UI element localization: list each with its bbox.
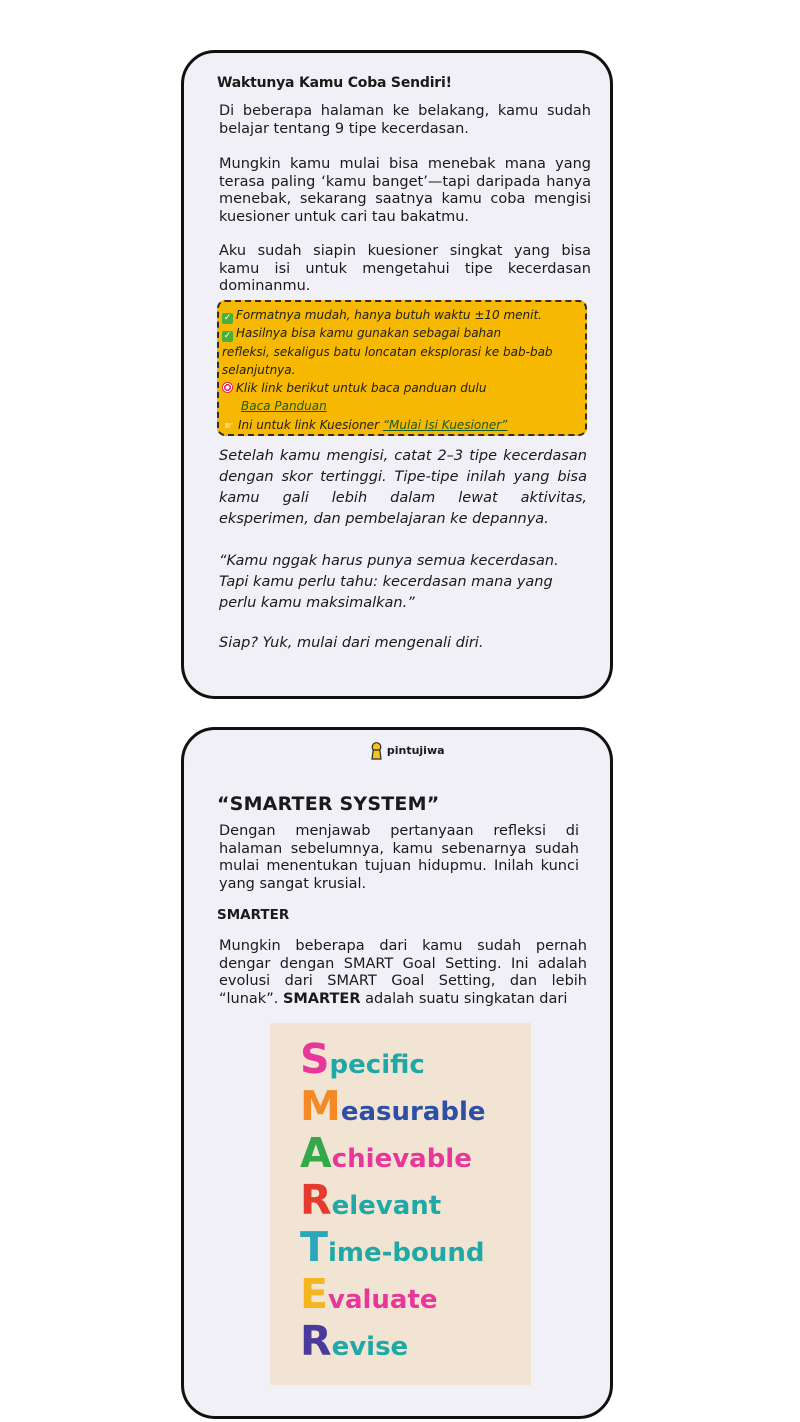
callout-item-results-end: selanjutnya.: [222, 362, 296, 377]
acronym-row: [300, 1129, 472, 1177]
acronym-letter: M: [300, 1082, 340, 1130]
closing-text: Siap? Yuk, mulai dari mengenali diri.: [219, 635, 484, 651]
acronym-row: [300, 1082, 486, 1130]
callout-item-format: ✓ Formatnya mudah, hanya butuh waktu ±10 menit.: [223, 308, 542, 323]
check-icon: ✓: [223, 313, 232, 323]
guess-paragraph: Mungkin kamu mulai bisa menebak mana yang terasa paling ‘kamu banget’—tapi daripada hanya menebak, sekarang saatnya kamu coba mengisi kuesioner untuk cari tau bakatmu.: [219, 156, 591, 225]
after-questionnaire-paragraph: Setelah kamu mengisi, catat 2–3 tipe kecerdasan dengan skor tertinggi. Tipe-tipe inilah yang bisa kamu gali lebih dalam lewat aktivitas, eksperimen, dan pembelajaran ke depannya.: [219, 448, 587, 527]
callout-item-guide: Klik link berikut untuk baca panduan dulu: [222, 379, 581, 397]
page-title: “SMARTER SYSTEM”: [217, 793, 440, 815]
callout-item-questionnaire: ☛ Ini untuk link Kuesioner “Mulai Isi Kuesioner”: [222, 416, 581, 435]
check-icon: ✓: [223, 331, 232, 342]
callout-guide-row: [222, 397, 581, 415]
keyhole-icon: [370, 742, 383, 760]
intro-paragraph: Dengan menjawab pertanyaan refleksi di halaman sebelumnya, kamu sebenarnya sudah mulai menentukan tujuan hidupmu. Inilah kunci yang sangat krusial.: [219, 823, 579, 892]
acronym-word: chievable: [331, 1144, 472, 1174]
questionnaire-paragraph: Aku sudah siapin kuesioner singkat yang bisa kamu isi untuk mengetahui tipe kecerdasan dominanmu.: [219, 243, 591, 294]
acronym-letter: E: [300, 1270, 328, 1318]
acronym-row: [300, 1035, 425, 1083]
callout-item-results: ✓ Hasilnya bisa kamu gunakan sebagai bahan: [223, 326, 502, 342]
questionnaire-card: [181, 50, 613, 699]
smarter-paragraph: Mungkin beberapa dari kamu sudah pernah dengar dengan SMART Goal Setting. Ini adalah evolusi dari SMART Goal Setting, dan lebih “lunak”. SMARTER adalah suatu singkatan dari: [219, 938, 587, 1007]
pointing-hand-icon: ☛: [224, 418, 234, 432]
smarter-acronym-graphic: [270, 1023, 531, 1385]
acronym-row: [300, 1176, 441, 1224]
brand-name: pintujiwa: [386, 744, 445, 757]
subheading: SMARTER: [217, 907, 290, 923]
target-icon: [222, 382, 233, 393]
acronym-word: evise: [331, 1332, 409, 1362]
acronym-letter: T: [300, 1223, 327, 1271]
acronym-row: [300, 1270, 438, 1318]
questionnaire-link[interactable]: “Mulai Isi Kuesioner”: [382, 417, 508, 432]
acronym-letter: R: [300, 1317, 331, 1365]
acronym-word: ime-bound: [327, 1238, 485, 1268]
acronym-word: valuate: [328, 1285, 438, 1315]
acronym-word: elevant: [331, 1191, 442, 1221]
acronym-row: [300, 1317, 408, 1365]
acronym-word: easurable: [340, 1097, 486, 1127]
acronym-letter: A: [300, 1129, 331, 1177]
acronym-word: pecific: [329, 1050, 425, 1080]
acronym-row: [300, 1223, 485, 1271]
callout-item-results-cont: refleksi, sekaligus batu loncatan eksplorasi ke bab-bab: [222, 344, 553, 359]
acronym-letter: S: [300, 1035, 329, 1083]
guide-link[interactable]: Baca Panduan: [241, 399, 327, 414]
card-title: Waktunya Kamu Coba Sendiri!: [217, 75, 452, 91]
smarter-card: [181, 727, 613, 1419]
acronym-letter: R: [300, 1176, 331, 1224]
intro-paragraph: Di beberapa halaman ke belakang, kamu sudah belajar tentang 9 tipe kecerdasan.: [219, 103, 591, 137]
brand-logo: [370, 742, 445, 760]
questionnaire-callout: [217, 300, 587, 436]
quote: “Kamu nggak harus punya semua kecerdasan. Tapi kamu perlu tahu: kecerdasan mana yang perlu kamu maksimalkan.”: [219, 553, 559, 611]
